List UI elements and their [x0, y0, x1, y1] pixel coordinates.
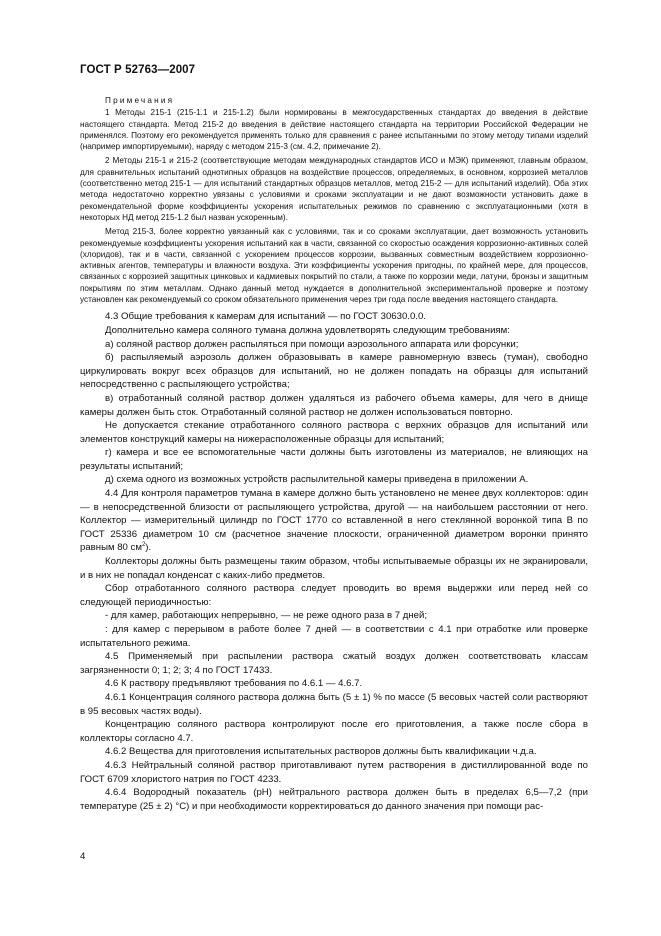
list-item: - для камер, работающих непрерывно, — не реже одного раза в 7 дней;	[105, 610, 428, 622]
list-item: : для камер с перерывом в работе более 7 дней — в соответствии с 4.1 при отработке или проверке испытательного режима.	[80, 624, 588, 649]
requirement-v: в) отработанный соляной раствор должен удаляться из рабочего объема камеры, для чего в днище камеры должен быть сток. Отработанный соляной раствор не должен использоваться повторно.	[80, 392, 588, 418]
requirement-d: д) схема одного из возможных устройств распылительной камеры приведена в приложении А.	[105, 474, 529, 486]
document-header: ГОСТ Р 52763—2007	[80, 64, 196, 76]
section-4-6-3: 4.6.3 Нейтральный соляной раствор приготавливают путем растворения в дистиллированной воде по ГОСТ 6709 хлористого натрия по ГОСТ 4233.	[80, 759, 588, 785]
body-paragraph: Коллекторы должны быть размещены таким образом, чтобы испытываемые образцы их не экранировали, и в них не попадал конденсат с каких-либо предметов.	[80, 556, 588, 581]
page-number: 4	[80, 851, 86, 862]
note-paragraph: Метод 215-3, более корректно увязанный как с условиями, так и со сроками эксплуатации, дает возможность установить рекомендуемые коэффициенты ускорения испытаний как в части, связанной со скоростью осаждения коррозионно-активных солей (хлоридов), так и в части, связанной с ускорением процессов коррозии, вызванных совместным воздействием коррозионно-активных агентов, температуры и влажности воздуха. Эти коэффициенты ускорения пригодны, по крайней мере, для процессов, связанных с коррозией защитных цинковых и кадмиевых покрытий по стали, а также по коррозии меди, латуни, бронзы и защитным покрытиям по этим металлам. Однако данный метод нуждается в дополнительной экспериментальной проверке и поэтому установлен как рекомендуемый со сроком обязательного применения через три года после введения настоящего стандарта.	[80, 227, 588, 305]
section-4-6: 4.6 К раствору предъявляют требования по 4.6.1 — 4.6.7.	[105, 678, 363, 690]
requirement-a: а) соляной раствор должен распыляться при помощи аэрозольного аппарата или форсунки;	[105, 338, 519, 350]
body-paragraph: Не допускается стекание отработанного соляного раствора с верхних образцов для испытаний или элементов конструкций камеры на нижерасположенные образцы для испытаний;	[80, 420, 588, 445]
section-4-4-text: 4.4 Для контроля параметров тумана в камере должно быть установлено не менее двух коллекторов: один — в непосредственной близости от распыляющего устройства, другой — на наибольшем расстоянии от него. Коллектор — измерительный цилиндр по ГОСТ 1770 со вставленной в него стеклянной воронкой типа В по ГОСТ 25336 диаметром 10 см (расчетное значение плоскости, ограниченной диаметром воронки принято равным 80 см	[80, 488, 588, 554]
superscript: 2	[141, 542, 146, 549]
body-paragraph: Концентрацию соляного раствора контролируют после его приготовления, а также после сбора в коллекторы согласно 4.7.	[80, 719, 588, 744]
section-4-6-4: 4.6.4 Водородный показатель (рН) нейтрального раствора должен быть в пределах 6,5—7,2 (при температуре (25 ± 2) °С) и при необходимости корректироваться до данного значения при помощи рас-	[80, 787, 588, 812]
section-4-6-2: 4.6.2 Вещества для приготовления испытательных растворов должны быть квалификации ч.д.а.	[105, 746, 537, 758]
requirement-g: г) камера и все ее вспомогательные части должны быть изготовлены из материалов, не влияющих на результаты испытаний;	[80, 447, 588, 472]
section-4-4	[80, 487, 588, 555]
requirement-b: б) распыляемый аэрозоль должен образовывать в камере равномерную взвесь (туман), свободно циркулировать вокруг всех образцов для испытаний, но не должен попадать на образцы для испытаний непосредственно с распыляющего устройства;	[80, 352, 588, 391]
main-text	[80, 310, 588, 813]
section-4-5: 4.5 Применяемый при распылении раствора сжатый воздух должен соответствовать классам загрязненности 0; 1; 2; 3; 4 по ГОСТ 17433.	[80, 651, 588, 676]
section-4-3: 4.3 Общие требования к камерам для испытаний — по ГОСТ 30630.0.0.	[105, 311, 426, 323]
body-paragraph: Сбор отработанного соляного раствора следует проводить во время выдержки или перед ней со следующей периодичностью:	[80, 583, 588, 608]
page-content	[80, 95, 588, 813]
note-paragraph: 2 Методы 215-1 и 215-2 (соответствующие методам международных стандартов ИСО и МЭК) применяют, главным образом, для сравнительных испытаний однотипных образцов на воздействие процессов, определяемых, в основном, коррозией металлов (соответственно метод 215-1 — для испытаний стандартных образцов металлов, метод 215-2 — для испытаний изделий). Оба этих метода недостаточно корректно увязаны с условиями и сроками эксплуатации и не дают возможности установить даже в рекомендательной форме коэффициенты ускорения испытательных режимов по сравнению с эксплуатационными (хотя в некоторых НД метод 215-1.2 был назван ускоренным).	[80, 156, 588, 222]
notes-title: Примечания	[105, 96, 175, 105]
notes-block	[80, 95, 588, 305]
body-paragraph: Дополнительно камера соляного тумана должна удовлетворять следующим требованиям:	[105, 324, 510, 336]
section-4-4-end: ).	[145, 542, 152, 554]
note-paragraph: 1 Методы 215-1 (215-1.1 и 215-1.2) были нормированы в межгосударственных стандартах до введения в действие настоящего стандарта. Метод 215-2 до введения в действие настоящего стандарта на территории Российской Федерации не применялся. Поэтому его рекомендуется применять только для сравнения с ранее испытанными по этому методу типами изделий (например импортируемыми), наряду с методом 215-3 (см. 4.2, примечание 2).	[80, 108, 588, 152]
section-4-6-1: 4.6.1 Концентрация соляного раствора должна быть (5 ± 1) % по массе (5 весовых частей соли растворяют в 95 весовых частях воды).	[80, 691, 588, 717]
